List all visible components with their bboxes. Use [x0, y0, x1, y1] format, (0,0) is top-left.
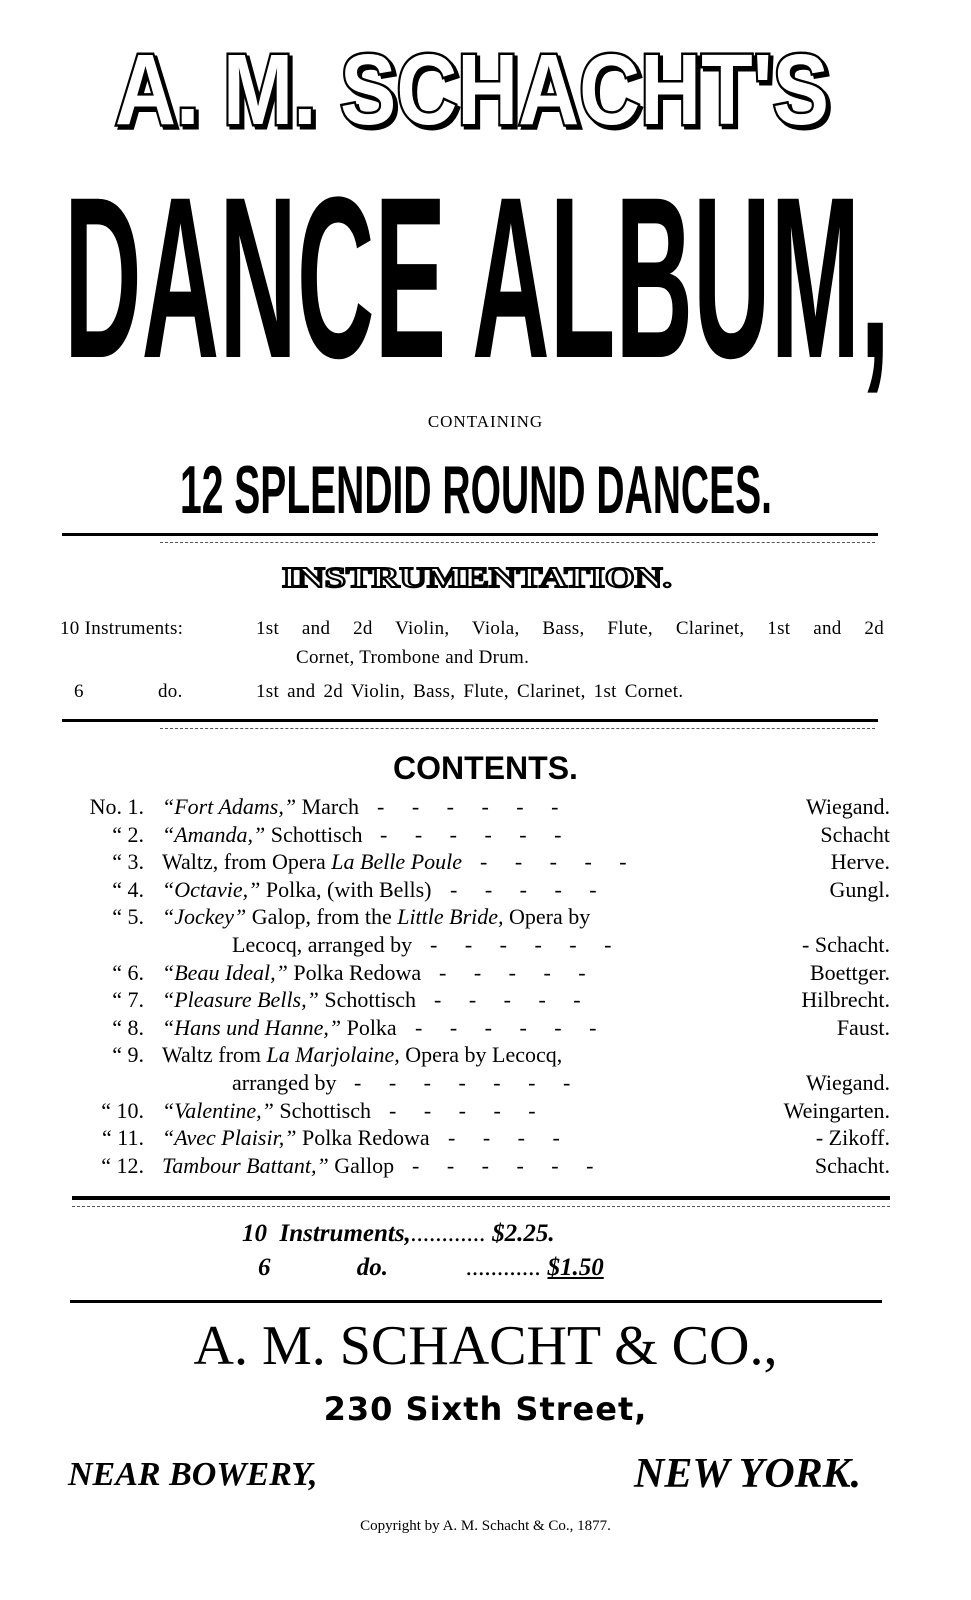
street-address: 230 Sixth Street, — [323, 1390, 648, 1428]
leader-dashes: - - - - - - — [377, 794, 559, 819]
divider — [72, 1206, 890, 1207]
title-italic: “Octavie,” — [162, 876, 261, 902]
title-text: Waltz, from Opera — [162, 849, 332, 875]
instrument-parts: 1st and 2d Violin, Bass, Flute, Clarinet, 1st Cornet. — [256, 681, 684, 702]
contents-row — [64, 1041, 890, 1068]
title-text: Waltz from — [162, 1042, 267, 1068]
item-number: “ 5. — [112, 904, 144, 930]
item-composer: Schacht — [820, 821, 890, 847]
leader-dashes: - - - - - — [450, 876, 597, 902]
containing-label: CONTAINING — [427, 412, 544, 431]
item-title — [162, 848, 462, 875]
city: NEW YORK. — [634, 1451, 862, 1497]
title-text: Schottisch — [265, 821, 363, 847]
price-count: 10 — [242, 1220, 267, 1247]
title-text: Polka Redowa — [287, 959, 422, 985]
item-number: “ 3. — [112, 849, 144, 875]
svg-text:DANCE ALBUM,: DANCE ALBUM, — [64, 149, 890, 406]
title-italic: Tambour Battant,” — [162, 1152, 329, 1178]
contents-row — [64, 931, 890, 958]
item-number: “ 8. — [112, 1014, 144, 1040]
instrument-parts-cont: Cornet, Trombone and Drum. — [296, 647, 530, 668]
divider — [160, 728, 875, 729]
price-count: 6 — [258, 1254, 271, 1281]
instrument-parts: 1st and 2d Violin, Viola, Bass, Flute, Clarinet, 1st and 2d — [256, 618, 884, 639]
copyright: Copyright by A. M. Schacht & Co., 1877. — [360, 1518, 611, 1534]
near-bowery: NEAR BOWERY, — [68, 1456, 318, 1493]
item-composer: Hilbrecht. — [801, 987, 890, 1013]
item-composer: Boettger. — [809, 959, 890, 985]
title-italic: “Hans und Hanne,” — [162, 1014, 342, 1040]
price-value: $2.25. — [492, 1220, 555, 1247]
leader-dashes: - - - - - — [434, 987, 581, 1013]
item-number: “ 2. — [112, 821, 144, 847]
title-text: Schottisch — [273, 1097, 372, 1123]
contents-row — [64, 1124, 890, 1151]
svg-text:A. M. SCHACHT'S: A. M. SCHACHT'S — [115, 34, 829, 146]
price-row — [258, 1254, 604, 1282]
item-number: No. 1. — [89, 794, 144, 819]
price-dots: ............ — [466, 1254, 542, 1281]
svg-text:12 SPLENDID ROUND DANCES.: 12 SPLENDID ROUND DANCES. — [180, 452, 772, 528]
divider — [70, 1300, 882, 1303]
contents-row — [64, 986, 890, 1013]
title-italic: “Amanda,” — [162, 821, 266, 847]
title-italic: Little Bride, — [397, 904, 504, 930]
item-title — [162, 1152, 394, 1179]
item-composer: Wiegand. — [805, 794, 890, 819]
item-title — [162, 959, 421, 986]
contents-row — [64, 876, 890, 903]
title-text: Opera by — [503, 904, 591, 930]
item-number: “ 12. — [101, 1152, 144, 1178]
title-italic: “Avec Plaisir,” — [162, 1125, 297, 1151]
contents-row — [64, 959, 890, 986]
title-text: Lecocq, arranged by — [232, 932, 413, 957]
title-text: Gallop — [328, 1152, 395, 1178]
item-title — [162, 1014, 397, 1041]
price-label: do. — [356, 1254, 388, 1281]
contents-row — [64, 1069, 890, 1096]
title-text: Galop, from the — [246, 904, 398, 930]
leader-dashes: - - - - - - — [430, 932, 612, 957]
item-number: “ 11. — [102, 1125, 144, 1151]
title-italic: “Valentine,” — [162, 1097, 274, 1123]
item-composer: Schacht. — [814, 1152, 890, 1178]
title-text: Opera by Lecocq, — [399, 1042, 563, 1068]
item-number: “ 6. — [112, 959, 144, 985]
contents-heading: CONTENTS. — [393, 750, 578, 786]
title-text: Polka, (with Bells) — [260, 876, 432, 902]
item-title — [162, 793, 359, 820]
item-title — [162, 821, 362, 848]
item-number: “ 4. — [112, 876, 144, 902]
price-row — [242, 1220, 555, 1248]
leader-dashes: - - - - - — [439, 959, 586, 985]
item-title — [162, 986, 416, 1013]
item-composer: Faust. — [836, 1014, 890, 1040]
item-composer: Gungl. — [829, 876, 890, 902]
item-number: “ 10. — [101, 1097, 144, 1123]
item-title — [162, 1041, 562, 1068]
leader-dashes: - - - - - - — [415, 1014, 597, 1040]
leader-dashes: - - - - - - — [380, 821, 562, 847]
divider — [62, 719, 878, 722]
item-title — [162, 876, 432, 903]
price-value: $1.50 — [547, 1254, 604, 1281]
leader-dashes: - - - - - - - — [354, 1070, 571, 1095]
contents-row — [64, 848, 890, 875]
item-composer: Herve. — [830, 849, 890, 875]
instrumentation-heading — [0, 0, 971, 600]
divider — [72, 1196, 890, 1200]
item-number: “ 9. — [112, 1042, 144, 1068]
leader-dashes: - - - - - - — [412, 1152, 594, 1178]
item-title — [162, 1124, 430, 1151]
svg-text:INSTRUMENTATION.: INSTRUMENTATION. — [282, 563, 672, 594]
title-text: Polka — [341, 1014, 397, 1040]
item-title — [232, 931, 412, 958]
contents-row — [64, 1097, 890, 1124]
leader-dashes: - - - - - — [389, 1097, 536, 1123]
instrument-do: do. — [158, 681, 183, 702]
title-text: March — [296, 794, 359, 819]
item-composer: - Zikoff. — [815, 1125, 890, 1151]
contents-row — [64, 1152, 890, 1179]
price-label: Instruments, — [279, 1220, 411, 1247]
item-number: “ 7. — [112, 987, 144, 1013]
title-italic: La Belle Poule — [331, 849, 463, 875]
title-text: arranged by — [232, 1070, 337, 1095]
title-italic: “Jockey” — [162, 904, 247, 930]
price-dots: ............ — [410, 1220, 486, 1247]
leader-dashes: - - - - — [448, 1125, 560, 1151]
leader-dashes: - - - - - — [480, 849, 627, 875]
company-name: A. M. SCHACHT & CO., — [193, 1315, 778, 1377]
contents-row — [64, 793, 890, 820]
item-composer: Weingarten. — [783, 1097, 890, 1123]
title-italic: “Beau Ideal,” — [162, 959, 288, 985]
title-text: Polka Redowa — [296, 1125, 430, 1151]
contents-row — [64, 903, 890, 930]
title-text: Schottisch — [318, 987, 417, 1013]
item-composer: Wiegand. — [805, 1070, 890, 1095]
contents-row — [64, 1014, 890, 1041]
item-title — [232, 1069, 336, 1096]
instrument-count: 10 Instruments: — [60, 618, 184, 639]
instrument-count: 6 — [74, 681, 84, 702]
contents-row — [64, 821, 890, 848]
title-italic: La Marjolaine, — [266, 1042, 400, 1068]
item-title — [162, 903, 590, 930]
title-italic: “Fort Adams,” — [162, 794, 297, 819]
item-title — [162, 1097, 371, 1124]
item-composer: - Schacht. — [802, 932, 890, 957]
title-italic: “Pleasure Bells,” — [162, 987, 319, 1013]
